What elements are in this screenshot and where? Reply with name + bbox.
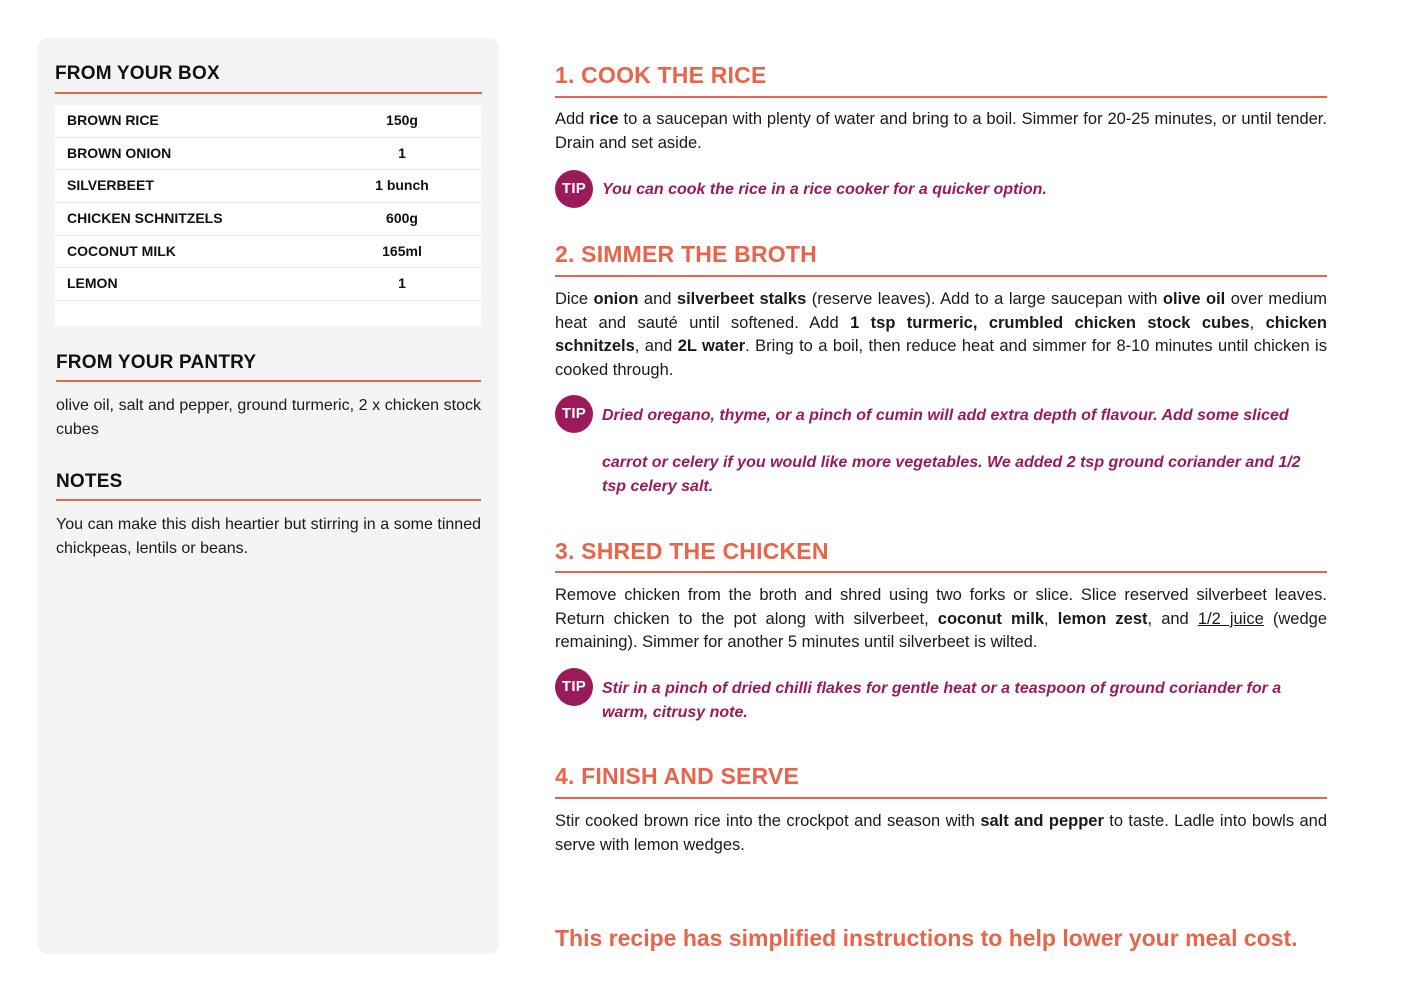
step-text-segment: , [1044, 609, 1058, 628]
ingredient-qty: 600g [386, 210, 418, 227]
step-text-segment: , and [1147, 609, 1198, 628]
ingredient-name: SILVERBEET [67, 177, 154, 194]
ingredient-name: CHICKEN SCHNITZELS [67, 210, 223, 227]
step-2-title: 2. SIMMER THE BROTH [555, 241, 817, 267]
step-text-segment: Add [555, 110, 590, 128]
bold-ingredient: onion [593, 290, 639, 308]
pantry-text: olive oil, salt and pepper, ground turmeric, 2 x chicken stock cubes [56, 397, 481, 438]
bold-ingredient: olive oil [1162, 290, 1226, 308]
step-1-tip: You can cook the rice in a rice cooker for a quicker option. [602, 181, 1047, 198]
bold-ingredient: rice [589, 110, 619, 128]
step-text-segment: (reserve leaves). Add to a large saucepan with [806, 290, 1163, 308]
ingredient-row [55, 170, 481, 203]
step-4-rule [555, 797, 1327, 799]
step-text-segment: over medium heat and sauté until softened. Add [555, 290, 1328, 332]
step-3-rule [555, 571, 1327, 573]
step-text-segment: to a saucepan with plenty of water and bring to a boil. Simmer for 20-25 minutes, or until tender. Drain and set aside. [555, 110, 1327, 152]
notes-heading-rule [56, 499, 481, 501]
step-2-rule [555, 275, 1327, 277]
ingredient-row [55, 105, 481, 138]
bold-ingredient: 1 tsp turmeric, crumbled chicken stock cubes [850, 313, 1250, 332]
step-2-text [555, 288, 1327, 382]
step-text-segment: , [1249, 313, 1266, 332]
step-3-tip: Stir in a pinch of dried chilli flakes for gentle heat or a teaspoon of ground coriander for a warm, citrusy note. [602, 680, 1282, 721]
footer-note: This recipe has simplified instructions to help lower your meal cost. [555, 925, 1298, 951]
ingredient-name: LEMON [67, 275, 118, 292]
ingredient-row [55, 268, 481, 301]
step-text-segment: , and [634, 337, 678, 355]
ingredient-qty: 1 [398, 275, 406, 292]
tip-badge: TIP [555, 170, 593, 208]
ingredient-qty: 150g [386, 112, 418, 128]
from-your-pantry-heading: FROM YOUR PANTRY [56, 352, 257, 373]
step-text-segment: and [638, 290, 677, 308]
ingredient-qty: 1 [398, 144, 406, 161]
tip-badge: TIP [555, 395, 593, 433]
step-1-rule [555, 96, 1327, 98]
ingredient-row [55, 236, 481, 269]
ingredient-row [55, 138, 481, 171]
step-text-segment: Stir cooked brown rice into the crockpot and season with [555, 812, 981, 830]
bold-ingredient: chicken schnitzels [555, 313, 1328, 355]
step-4-text [555, 810, 1327, 857]
from-your-box-heading: FROM YOUR BOX [55, 63, 220, 84]
step-text-segment: to taste. Ladle into bowls and serve with lemon wedges. [555, 812, 1328, 854]
pantry-heading-rule [56, 380, 481, 382]
step-4-title: 4. FINISH AND SERVE [555, 763, 800, 789]
step-3-title: 3. SHRED THE CHICKEN [555, 538, 829, 564]
tip-badge: TIP [555, 668, 593, 706]
box-heading-rule [55, 92, 482, 94]
underlined-text: 1/2 juice [1197, 609, 1264, 628]
bold-ingredient: silverbeet stalks [676, 290, 807, 308]
step-2-tip-line-1: Dried oregano, thyme, or a pinch of cumin will add extra depth of flavour. Add some sliced [602, 407, 1289, 424]
bold-ingredient: lemon zest [1057, 609, 1148, 628]
step-1-title: 1. COOK THE RICE [555, 62, 767, 88]
ingredient-row [55, 203, 481, 236]
step-2-tip-line-2: carrot or celery if you would like more vegetables. We added 2 tsp ground coriander and 1/2 tsp celery salt. [602, 454, 1301, 495]
ingredient-name: BROWN RICE [67, 112, 159, 128]
ingredient-name: COCONUT MILK [67, 242, 176, 259]
bold-ingredient: coconut milk [937, 609, 1045, 628]
ingredient-name: BROWN ONION [67, 144, 172, 161]
step-3-text [555, 584, 1327, 655]
bold-ingredient: 2L water [677, 337, 746, 355]
step-1-text [555, 108, 1327, 155]
ingredient-qty: 165ml [382, 242, 422, 259]
step-text-segment: (wedge remaining). Simmer for another 5 minutes until silverbeet is wilted. [555, 609, 1327, 651]
notes-heading: NOTES [56, 471, 123, 492]
step-text-segment: . Bring to a boil, then reduce heat and simmer for 8-10 minutes until chicken is cooked through. [555, 337, 1327, 379]
bold-ingredient: salt and pepper [980, 812, 1104, 830]
notes-text: You can make this dish heartier but stirring in a some tinned chickpeas, lentils or beans. [56, 516, 481, 557]
step-text-segment: Dice [555, 290, 594, 308]
ingredients-table [55, 105, 481, 326]
ingredient-qty: 1 bunch [375, 177, 429, 194]
step-text-segment: Remove chicken from the broth and shred using two forks or slice. Slice reserved silverbeet leaves. Return chicken to the pot along with silverbeet, [555, 586, 1327, 628]
